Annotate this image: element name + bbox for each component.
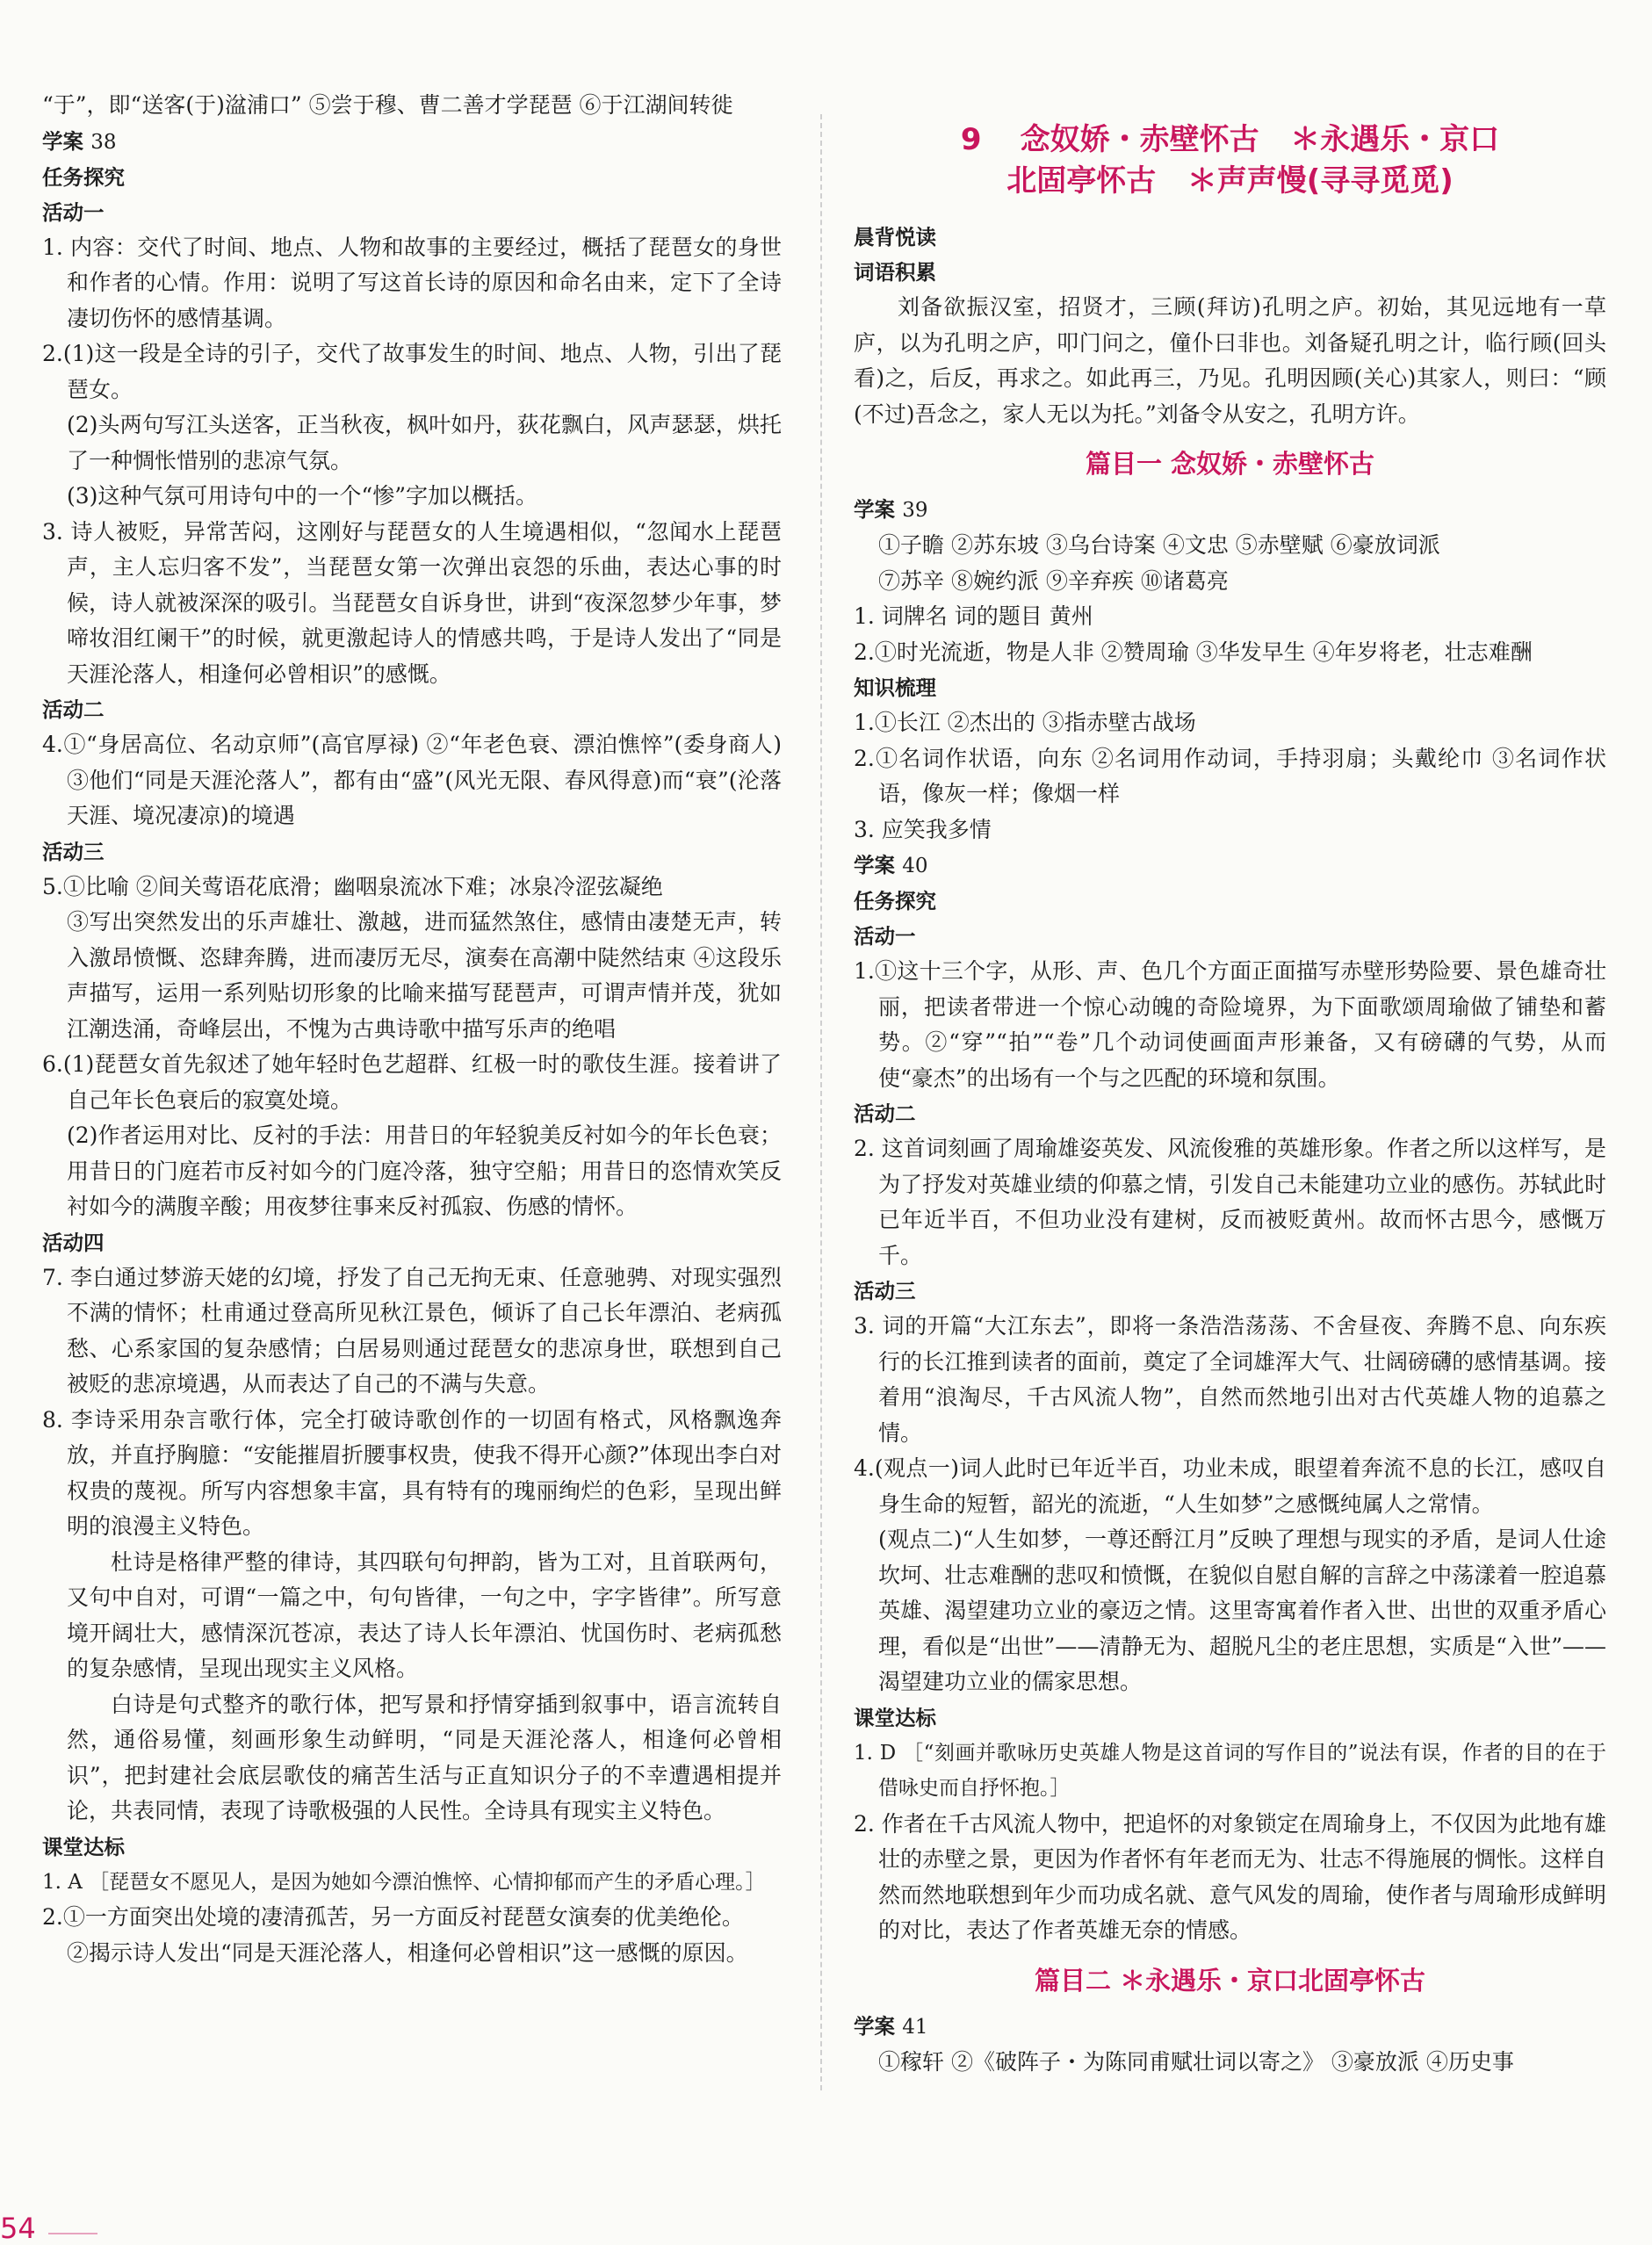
answer-item: 7. 李白通过梦游天姥的幻境，抒发了自己无拘无束、任意驰骋、对现实强烈不满的情怀；杜甫通过登高所见秋江景色，倾诉了自己长年漂泊、老病孤愁、心系家国的复杂感情；白居易则通过琵琶女的悲凉身世，联想到自己被贬的悲凉境遇，从而表达了自己的不满与失意。 xyxy=(42,1264,782,1397)
activity-heading: 活动二 xyxy=(42,697,105,722)
answer-item: 1. A ［琵琶女不愿见人，是因为她如今漂泊憔悴、心情抑郁而产生的矛盾心理。］ xyxy=(42,1870,766,1894)
answer-item: (2)头两句写江头送客，正当秋夜，枫叶如丹，荻花飘白，风声瑟瑟，烘托了一种惆怅惜别的悲凉气氛。 xyxy=(67,412,782,473)
answer-item: 1. 词牌名 词的题目 黄州 xyxy=(854,603,1093,629)
answer-item: 2.①名词作状语，向东 ②名词用作动词，手持羽扇；头戴纶巾 ③名词作状语，像灰一样；像烟一样 xyxy=(854,745,1606,806)
text-paragraph: “于”，即“送客(于)湓浦口” ⑤尝于穆、曹二善才学琵琶 ⑥于江湖间转徙 xyxy=(42,92,733,118)
answer-item: 3. 诗人被贬，异常苦闷，这刚好与琵琶女的人生境遇相似，“忽闻水上琵琶声，主人忘归客不发”，当琵琶女第一次弹出哀怨的乐曲，表达心事的时候，诗人就被深深的吸引。当琵琶女自诉身世，讲到“夜深忽梦少年事，梦啼妆泪红阑干”的时候，就更激起诗人的情感共鸣，于是诗人发出了“同是天涯沦落人，相逢何必曾相识”的感慨。 xyxy=(42,518,782,687)
answer-item: 白诗是句式整齐的歌行体，把写景和抒情穿插到叙事中，语言流转自然，通俗易懂，刻画形象生动鲜明，“同是天涯沦落人，相逢何必曾相识”，把封建社会底层歌伎的痛苦生活与正直知识分子的不幸遭遇相提并论，共表同情，表现了诗歌极强的人民性。全诗具有现实主义特色。 xyxy=(67,1691,782,1823)
activity-heading: 活动一 xyxy=(42,199,105,225)
answer-item: 1. D ［“刻画并歌咏历史英雄人物是这首词的写作目的”说法有误，作者的目的在于借咏史而自抒怀抱。］ xyxy=(854,1741,1606,1800)
answer-item: 4.①“身居高位、名动京师”(高官厚禄) ②“年老色衰、漂泊憔悴”(委身商人) ③他们“同是天涯沦落人”，都有由“盛”(风光无限、春风得意)而“衰”(沦落天涯、境况凄凉)的境遇 xyxy=(42,732,782,828)
answer-item: 3. 应笑我多情 xyxy=(854,816,992,842)
answer-item: 8. 李诗采用杂言歌行体，完全打破诗歌创作的一切固有格式，风格飘逸奔放，并直抒胸臆：“安能摧眉折腰事权贵，使我不得开心颜?”体现出李白对权贵的蔑视。所写内容想象丰富，具有特有的瑰丽绚烂的色彩，呈现出鲜明的浪漫主义特色。 xyxy=(42,1406,782,1539)
section-heading: 任务探究 xyxy=(42,164,125,190)
answer-item: ①稼轩 ②《破阵子・为陈同甫赋壮词以寄之》 ③豪放派 ④历史事 xyxy=(878,2048,1514,2075)
lesson-title: 9 念奴娇・赤壁怀古 ＊永遇乐・京口 北固亭怀古 ＊声声慢(寻寻觅觅) xyxy=(960,122,1500,199)
answer-item: 4.(观点一)词人此时已年近半百，功业未成，眼望着奔流不息的长江，感叹自身生命的短暂，韶光的流逝，“人生如梦”之感慨纯属人之常情。 xyxy=(854,1455,1606,1517)
answer-item: 1.①这十三个字，从形、声、色几个方面正面描写赤壁形势险要、景色雄奇壮丽，把读者带进一个惊心动魄的奇险境界，为下面歌颂周瑜做了铺垫和蓄势。②“穿”“拍”“卷”几个动词使画面声形兼备，又有磅礴的气势，从而使“豪杰”的出场有一个与之匹配的环境和氛围。 xyxy=(854,958,1606,1091)
answer-item: ②揭示诗人发出“同是天涯沦落人，相逢何必曾相识”这一感慨的原因。 xyxy=(67,1939,748,1966)
section-heading: 任务探究 xyxy=(854,889,936,913)
right-column xyxy=(854,88,1606,2080)
answer-item: 2.①时光流逝，物是人非 ②赞周瑜 ③华发早生 ④年岁将老，壮志难酬 xyxy=(854,639,1533,665)
answer-item: 2. 作者在千古风流人物中，把追怀的对象锁定在周瑜身上，不仅因为此地有雄壮的赤壁之景，更因为作者怀有年老而无为、壮志不得施展的惆怅。这样自然而然地联想到年少而功成名就、意气风发的周瑜，使作者与周瑜形成鲜明的对比，表达了作者英雄无奈的情感。 xyxy=(854,1810,1606,1943)
answer-item: 2. 这首词刻画了周瑜雄姿英发、风流俊雅的英雄形象。作者之所以这样写，是为了抒发对英雄业绩的仰慕之情，引发自己未能建功立业的感伤。苏轼此时已年近半百，不但功业没有建树，反而被贬黄州。故而怀古思今，感慨万千。 xyxy=(854,1136,1606,1268)
answer-item: ③写出突然发出的乐声雄壮、激越，进而猛然煞住，感情由凄楚无声，转入激昂愤慨、恣肆奔腾，进而凄厉无尽，演奏在高潮中陡然结束 ④这段乐声描写，运用一系列贴切形象的比喻来描写琵琶声，可谓声情并茂，犹如江潮迭涌，奇峰层出，不愧为古典诗歌中描写乐声的绝唱 xyxy=(67,909,782,1042)
section-heading: 学案 38 xyxy=(42,128,117,154)
column-divider xyxy=(820,114,822,2090)
answer-item: ⑦苏辛 ⑧婉约派 ⑨辛弃疾 ⑩诸葛亮 xyxy=(878,567,1229,594)
section-heading: 学案 39 xyxy=(854,497,928,522)
page-number-rule xyxy=(48,2233,97,2234)
activity-heading: 活动二 xyxy=(854,1101,916,1126)
section-heading: 学案 41 xyxy=(854,2013,928,2039)
answer-item: 6.(1)琵琶女首先叙述了她年轻时色艺超群、红极一时的歌伎生涯。接着讲了自己年长色衰后的寂寞处境。 xyxy=(42,1051,782,1113)
left-column xyxy=(42,88,782,1971)
answer-item: 杜诗是格律严整的律诗，其四联句句押韵，皆为工对，且首联两句，又句中自对，可谓“一篇之中，句句皆律，一句之中，字字皆律”。所写意境开阔壮大，感情深沉苍凉，表达了诗人长年漂泊、忧国伤时、老病孤愁的复杂感情，呈现出现实主义风格。 xyxy=(67,1548,782,1681)
answer-item: 1. 内容：交代了时间、地点、人物和故事的主要经过，概括了琵琶女的身世和作者的心情。作用：说明了写这首长诗的原因和命名由来，定下了全诗凄切伤怀的感情基调。 xyxy=(42,234,782,331)
activity-heading: 活动一 xyxy=(854,924,916,949)
answer-item: 1.①长江 ②杰出的 ③指赤壁古战场 xyxy=(854,710,1196,735)
text-paragraph: 刘备欲振汉室，招贤才，三顾(拜访)孔明之庐。初始，其见远地有一草庐，以为孔明之庐，叩门问之，僮仆曰非也。刘备疑孔明之计，临行顾(回头看)之，后反，再求之。如此再三，乃见。孔明因顾(关心)其家人，则曰：“顾(不过)吾念之，家人无以为托。”刘备令从安之，孔明方许。 xyxy=(854,294,1606,427)
section-heading: 课堂达标 xyxy=(854,1705,936,1730)
answer-item: (3)这种气氛可用诗句中的一个“惨”字加以概括。 xyxy=(67,483,537,509)
answer-item: (2)作者运用对比、反衬的手法：用昔日的年轻貌美反衬如今的年长色衰；用昔日的门庭若市反衬如今的门庭冷落，独守空船；用昔日的恣情欢笑反衬如今的满腹辛酸；用夜梦往事来反衬孤寂、伤感的情怀。 xyxy=(67,1122,782,1219)
answer-item: (观点二)“人生如梦，一尊还酹江月”反映了理想与现实的矛盾，是词人仕途坎坷、壮志难酬的悲叹和愤慨，在貌似自慰自解的言辞之中荡漾着一腔追慕英雄、渴望建功立业的豪迈之情。这里寄寓着作者入世、出世的双重矛盾心理，看似是“出世”——清静无为、超脱凡尘的老庄思想，实质是“入世”——渴望建功立业的儒家思想。 xyxy=(878,1527,1606,1694)
section-heading: 学案 40 xyxy=(854,853,928,877)
section-heading: 晨背悦读 xyxy=(854,225,936,249)
activity-heading: 活动三 xyxy=(42,839,105,864)
answer-item: 2.(1)这一段是全诗的引子，交代了故事发生的时间、地点、人物，引出了琵琶女。 xyxy=(42,341,782,402)
activity-heading: 活动三 xyxy=(854,1279,916,1303)
sub-title: 篇目二 ＊永遇乐・京口北固亭怀古 xyxy=(1034,1965,1426,1996)
page-number: 54 xyxy=(0,2212,36,2245)
answer-item: 2.①一方面突出处境的凄清孤苦，另一方面反衬琵琶女演奏的优美绝伦。 xyxy=(42,1904,744,1930)
answer-item: ①子瞻 ②苏东坡 ③乌台诗案 ④文忠 ⑤赤壁赋 ⑥豪放词派 xyxy=(878,532,1440,558)
answer-item: 3. 词的开篇“大江东去”，即将一条浩浩荡荡、不舍昼夜、奔腾不息、向东疾行的长江推到读者的面前，奠定了全词雄浑大气、壮阔磅礴的感情基调。接着用“浪淘尽，千古风流人物”，自然而然地引出对古代英雄人物的追慕之情。 xyxy=(854,1313,1606,1446)
sub-title: 篇目一 念奴娇・赤壁怀古 xyxy=(1085,449,1375,479)
section-heading: 课堂达标 xyxy=(42,1834,125,1859)
activity-heading: 活动四 xyxy=(42,1230,105,1255)
section-heading: 词语积累 xyxy=(854,260,936,285)
answer-item: 5.①比喻 ②间关莺语花底滑；幽咽泉流冰下难；冰泉冷涩弦凝绝 xyxy=(42,873,663,899)
section-heading: 知识梳理 xyxy=(854,675,936,700)
